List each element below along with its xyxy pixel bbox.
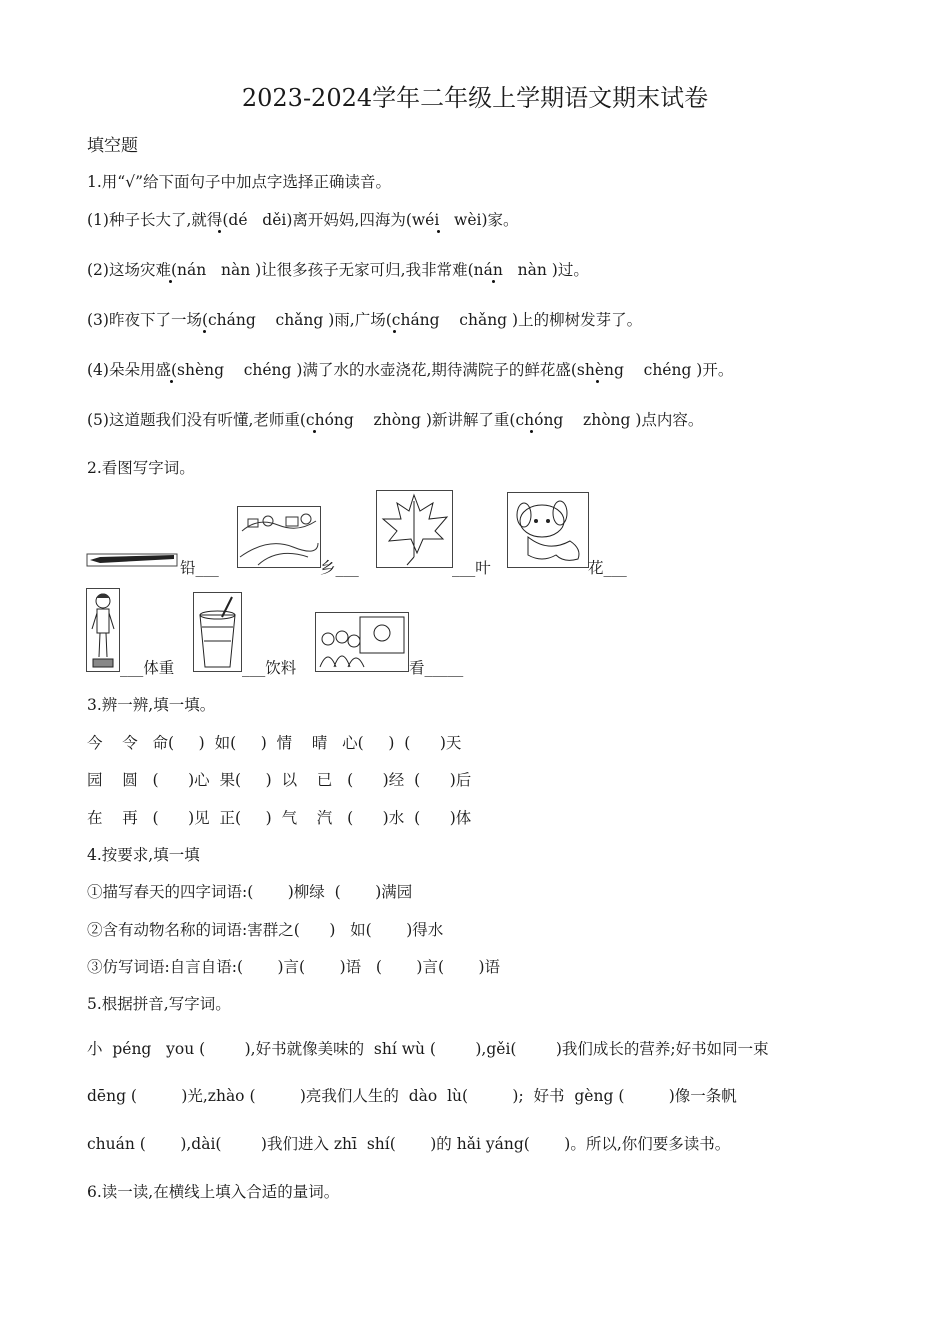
emphasis-dot (393, 330, 396, 333)
dog-icon (507, 492, 589, 568)
q1-line-4: (4)朵朵用盛(shèng chéng )满了水的水壶浇花,期待满院子的鲜花盛(shèng chéng )开。 (87, 361, 734, 379)
girl-icon (86, 588, 120, 672)
q4-heading: 4.按要求,填一填 (87, 846, 200, 864)
emphasis-dot (169, 280, 172, 283)
q2-item-7-label: 看_____ (409, 659, 464, 677)
q5-heading: 5.根据拼音,写字词。 (87, 995, 231, 1013)
page-title: 2023-2024学年二年级上学期语文期末试卷 (241, 84, 709, 112)
drink-cup-icon (193, 592, 242, 672)
q2-heading: 2.看图写字词。 (87, 459, 195, 477)
q3-row-1: 今 令 命( ) 如( ) 情 晴 心( ) ( )天 (87, 734, 462, 752)
emphasis-dot (170, 380, 173, 383)
q2-item-5-label: ___体重 (120, 659, 175, 677)
q4-line-2: ②含有动物名称的词语:害群之( ) 如( )得水 (87, 921, 444, 939)
q3-row-3: 在 再 ( )见 正( ) 气 汽 ( )水 ( )体 (87, 809, 472, 827)
q3-heading: 3.辨一辨,填一填。 (87, 696, 216, 714)
q2-item-2-label: 乡___ (320, 559, 359, 577)
emphasis-dot (203, 330, 206, 333)
pencil-icon (86, 550, 178, 567)
section-heading: 填空题 (87, 136, 138, 156)
village-icon (237, 506, 321, 568)
emphasis-dot (437, 230, 440, 233)
emphasis-dot (492, 280, 495, 283)
emphasis-dot (530, 430, 533, 433)
q1-line-1: (1)种子长大了,就得(dé děi)离开妈妈,四海为(wéi wèi)家。 (87, 211, 519, 229)
q6-heading: 6.读一读,在横线上填入合适的量词。 (87, 1183, 340, 1201)
q1-heading: 1.用“√”给下面句子中加点字选择正确读音。 (87, 173, 392, 191)
maple-leaf-icon (376, 490, 453, 568)
q1-line-5: (5)这道题我们没有听懂,老师重(chóng zhòng )新讲解了重(chóng zhòng )点内容。 (87, 411, 704, 429)
q4-line-1: ①描写春天的四字词语:( )柳绿 ( )满园 (87, 883, 413, 901)
q2-item-6-label: ___饮料 (242, 659, 297, 677)
emphasis-dot (313, 430, 316, 433)
q2-item-3-label: ___叶 (452, 559, 491, 577)
q2-item-4-label: 花___ (588, 559, 627, 577)
emphasis-dot (218, 230, 221, 233)
q5-line-3: chuán ( ),dài( )我们进入 zhī shí( )的 hǎi yáng( )。所以,你们要多读书。 (87, 1135, 731, 1153)
emphasis-dot (596, 380, 599, 383)
q2-item-1-label: 铅___ (180, 559, 219, 577)
q1-line-2: (2)这场灾难(nán nàn )让很多孩子无家可归,我非常难(nán nàn )过。 (87, 261, 589, 279)
q1-line-3: (3)昨夜下了一场(cháng chǎng )雨,广场(cháng chǎng )上的柳树发芽了。 (87, 311, 643, 329)
q3-row-2: 园 圆 ( )心 果( ) 以 已 ( )经 ( )后 (87, 771, 472, 789)
q4-line-3: ③仿写词语:自言自语:( )言( )语 ( )言( )语 (87, 958, 501, 976)
q5-line-2: dēng ( )光,zhào ( )亮我们人生的 dào lù( ); 好书 gèng ( )像一条帆 (87, 1087, 737, 1105)
q5-line-1: 小 péng you ( ),好书就像美味的 shí wù ( ),gěi( )我们成长的营养;好书如同一束 (87, 1040, 769, 1058)
tv-icon (315, 612, 409, 672)
